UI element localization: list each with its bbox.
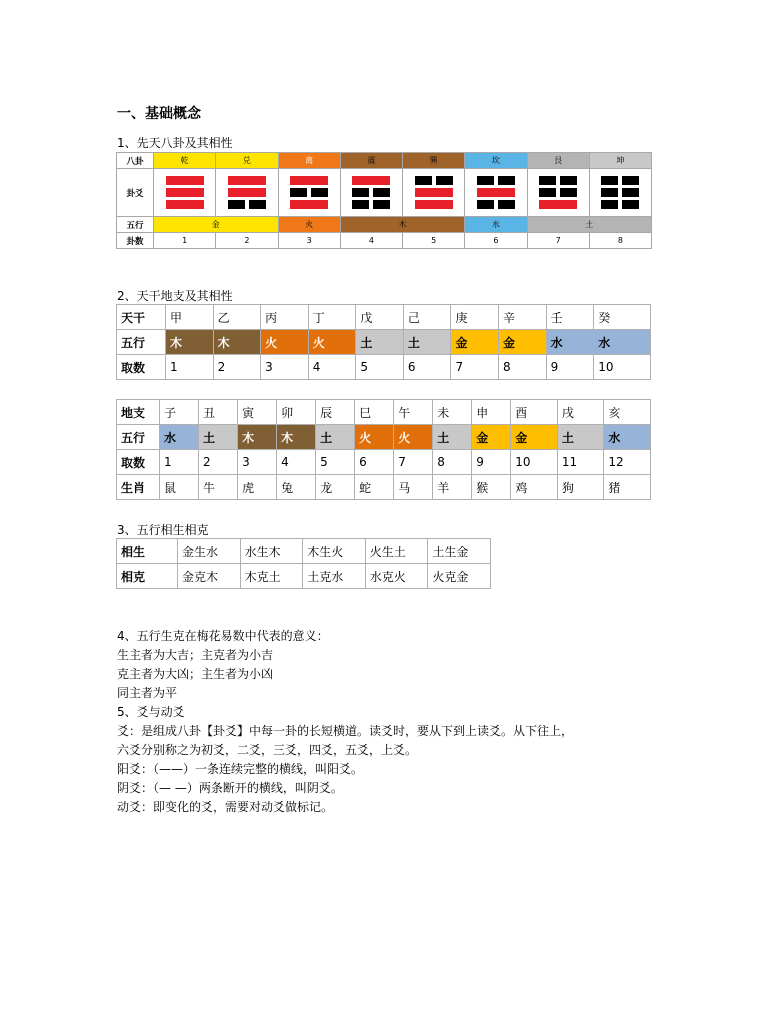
yang-line xyxy=(477,188,515,197)
dizhi-zodiac: 马 xyxy=(394,475,433,500)
trigram-name-2: 兑 xyxy=(216,153,278,169)
paragraph-line-9: 阴爻：（— —）两条断开的横线，叫阴爻。 xyxy=(117,781,343,795)
trigram-number-7: 7 xyxy=(527,233,589,249)
trigram-5-icon xyxy=(403,176,464,209)
dizhi-label-1: 五行 xyxy=(117,425,160,450)
tiangan-number: 3 xyxy=(261,355,309,380)
trigram-4-icon xyxy=(341,176,402,209)
trigram-number-8: 8 xyxy=(589,233,651,249)
yin-segment xyxy=(622,200,639,209)
shengke-label: 相生 xyxy=(117,539,178,564)
yang-segment xyxy=(166,176,204,185)
tiangan-element: 金 xyxy=(451,330,499,355)
bagua-number-row xyxy=(117,233,652,249)
tiangan-number: 9 xyxy=(546,355,594,380)
dizhi-element: 土 xyxy=(433,425,472,450)
dizhi-branch: 寅 xyxy=(238,400,277,425)
tiangan-stem: 己 xyxy=(403,305,451,330)
shengke-row-1 xyxy=(117,564,491,589)
trigram-number-3: 3 xyxy=(278,233,340,249)
dizhi-branch: 子 xyxy=(160,400,199,425)
dizhi-number: 11 xyxy=(557,450,604,475)
trigram-7-icon xyxy=(528,176,589,209)
tiangan-stem: 甲 xyxy=(166,305,214,330)
tiangan-number: 8 xyxy=(499,355,547,380)
yin-segment xyxy=(601,176,618,185)
dizhi-branch: 午 xyxy=(394,400,433,425)
yin-segment xyxy=(228,200,245,209)
yang-line xyxy=(228,176,266,185)
dizhi-number: 5 xyxy=(316,450,355,475)
yin-line xyxy=(415,176,453,185)
yang-line xyxy=(166,188,204,197)
tiangan-element: 木 xyxy=(213,330,261,355)
yang-line xyxy=(539,200,577,209)
shengke-row-0 xyxy=(117,539,491,564)
label-bagua: 八卦 xyxy=(117,153,154,169)
label-guashu: 卦数 xyxy=(117,233,154,249)
dizhi-branch: 辰 xyxy=(316,400,355,425)
shengke-item: 木生火 xyxy=(303,539,366,564)
shengke-label: 相克 xyxy=(117,564,178,589)
dizhi-zodiac: 猪 xyxy=(604,475,651,500)
tiangan-label-1: 五行 xyxy=(117,330,166,355)
dizhi-element: 金 xyxy=(472,425,511,450)
yang-segment xyxy=(290,200,328,209)
yin-segment xyxy=(415,176,432,185)
yang-line xyxy=(290,176,328,185)
section2-heading: 2、天干地支及其相性 xyxy=(117,289,233,303)
dizhi-zodiac: 兔 xyxy=(277,475,316,500)
tiangan-number: 10 xyxy=(594,355,651,380)
yin-segment xyxy=(373,200,390,209)
trigram-cell-2 xyxy=(216,169,278,217)
tiangan-element: 火 xyxy=(308,330,356,355)
dizhi-zodiac: 龙 xyxy=(316,475,355,500)
trigram-name-1: 乾 xyxy=(154,153,216,169)
dizhi-number: 1 xyxy=(160,450,199,475)
paragraph-line-10: 动爻：即变化的爻，需要对动爻做标记。 xyxy=(117,800,334,814)
dizhi-element: 水 xyxy=(604,425,651,450)
dizhi-number: 2 xyxy=(199,450,238,475)
yin-line xyxy=(601,200,639,209)
tiangan-table xyxy=(116,304,651,380)
trigram-number-4: 4 xyxy=(340,233,402,249)
dizhi-zodiac: 狗 xyxy=(557,475,604,500)
shengke-item: 火生土 xyxy=(365,539,428,564)
dizhi-element: 水 xyxy=(160,425,199,450)
tiangan-label-2: 取数 xyxy=(117,355,166,380)
trigram-cell-3 xyxy=(278,169,340,217)
dizhi-element: 火 xyxy=(355,425,394,450)
tiangan-number: 6 xyxy=(403,355,451,380)
dizhi-element: 木 xyxy=(277,425,316,450)
tiangan-stem: 丙 xyxy=(261,305,309,330)
dizhi-element: 金 xyxy=(511,425,558,450)
trigram-name-7: 艮 xyxy=(527,153,589,169)
trigram-cell-8 xyxy=(589,169,651,217)
yin-segment xyxy=(498,176,515,185)
yin-segment xyxy=(249,200,266,209)
tiangan-number: 7 xyxy=(451,355,499,380)
tiangan-number: 5 xyxy=(356,355,404,380)
shengke-item: 水克火 xyxy=(365,564,428,589)
tiangan-number: 2 xyxy=(213,355,261,380)
yang-segment xyxy=(477,188,515,197)
dizhi-element: 火 xyxy=(394,425,433,450)
dizhi-zodiac: 鼠 xyxy=(160,475,199,500)
tiangan-stem: 戊 xyxy=(356,305,404,330)
yin-segment xyxy=(352,188,369,197)
dizhi-element: 土 xyxy=(557,425,604,450)
shengke-item: 土生金 xyxy=(428,539,491,564)
yin-line xyxy=(539,188,577,197)
dizhi-number: 12 xyxy=(604,450,651,475)
trigram-element-1: 金 xyxy=(154,217,279,233)
yin-segment xyxy=(539,176,556,185)
yin-line xyxy=(601,188,639,197)
yin-line xyxy=(352,188,390,197)
yin-line xyxy=(352,200,390,209)
bagua-table xyxy=(116,152,652,249)
dizhi-branch: 未 xyxy=(433,400,472,425)
yin-line xyxy=(601,176,639,185)
yin-segment xyxy=(477,176,494,185)
trigram-cell-6 xyxy=(465,169,527,217)
tiangan-element: 火 xyxy=(261,330,309,355)
section1-heading: 1、先天八卦及其相性 xyxy=(117,136,233,150)
dizhi-branch: 戌 xyxy=(557,400,604,425)
dizhi-zodiac: 羊 xyxy=(433,475,472,500)
yang-line xyxy=(290,200,328,209)
dizhi-number-row xyxy=(117,450,651,475)
yang-line xyxy=(228,188,266,197)
dizhi-table xyxy=(116,399,651,500)
trigram-element-4: 水 xyxy=(465,217,527,233)
yang-segment xyxy=(290,176,328,185)
shengke-item: 金克木 xyxy=(178,564,241,589)
section3-heading: 3、五行相生相克 xyxy=(117,523,209,537)
dizhi-branch: 申 xyxy=(472,400,511,425)
trigram-number-2: 2 xyxy=(216,233,278,249)
tiangan-number: 1 xyxy=(166,355,214,380)
dizhi-zodiac: 蛇 xyxy=(355,475,394,500)
dizhi-branch: 亥 xyxy=(604,400,651,425)
dizhi-label-3: 生肖 xyxy=(117,475,160,500)
tiangan-element: 金 xyxy=(499,330,547,355)
trigram-cell-4 xyxy=(340,169,402,217)
tiangan-stem: 乙 xyxy=(213,305,261,330)
dizhi-number: 4 xyxy=(277,450,316,475)
yang-line xyxy=(166,176,204,185)
paragraph-line-8: 阳爻：（——）一条连续完整的横线，叫阳爻。 xyxy=(117,762,364,776)
label-guayao: 卦爻 xyxy=(117,169,154,217)
trigram-element-3: 木 xyxy=(340,217,465,233)
trigram-cell-5 xyxy=(403,169,465,217)
paragraph-line-1: 4、五行生克在梅花易数中代表的意义： xyxy=(117,629,329,643)
yin-segment xyxy=(311,188,328,197)
tiangan-stem: 辛 xyxy=(499,305,547,330)
tiangan-label-0: 天干 xyxy=(117,305,166,330)
tiangan-stem: 癸 xyxy=(594,305,651,330)
tiangan-element: 土 xyxy=(403,330,451,355)
page-title: 一、基础概念 xyxy=(117,106,201,122)
yin-segment xyxy=(352,200,369,209)
trigram-number-5: 5 xyxy=(403,233,465,249)
yin-line xyxy=(228,200,266,209)
dizhi-zodiac: 虎 xyxy=(238,475,277,500)
yang-segment xyxy=(228,176,266,185)
label-wuxing: 五行 xyxy=(117,217,154,233)
dizhi-number: 10 xyxy=(511,450,558,475)
trigram-number-1: 1 xyxy=(154,233,216,249)
tiangan-stem: 壬 xyxy=(546,305,594,330)
dizhi-label-2: 取数 xyxy=(117,450,160,475)
yin-segment xyxy=(477,200,494,209)
yin-line xyxy=(539,176,577,185)
yang-segment xyxy=(415,188,453,197)
shengke-item: 金生水 xyxy=(178,539,241,564)
tiangan-number-row xyxy=(117,355,651,380)
yin-line xyxy=(477,200,515,209)
dizhi-number: 3 xyxy=(238,450,277,475)
yang-line xyxy=(415,200,453,209)
trigram-8-icon xyxy=(590,176,651,209)
dizhi-element: 土 xyxy=(316,425,355,450)
trigram-element-5: 土 xyxy=(527,217,652,233)
dizhi-branch: 酉 xyxy=(511,400,558,425)
paragraph-line-2: 生主者为大吉；主克者为小吉 xyxy=(117,648,274,662)
trigram-cell-1 xyxy=(154,169,216,217)
shengke-item: 土克水 xyxy=(303,564,366,589)
yin-segment xyxy=(373,188,390,197)
yang-segment xyxy=(415,200,453,209)
yang-line xyxy=(166,200,204,209)
paragraph-line-3: 克主者为大凶；主生者为小凶 xyxy=(117,667,274,681)
trigram-number-6: 6 xyxy=(465,233,527,249)
yin-segment xyxy=(622,188,639,197)
bagua-hex-row xyxy=(117,169,652,217)
dizhi-branch: 丑 xyxy=(199,400,238,425)
yin-segment xyxy=(622,176,639,185)
trigram-2-icon xyxy=(216,176,277,209)
yin-line xyxy=(477,176,515,185)
shengke-table xyxy=(116,538,491,589)
explanation-paragraphs xyxy=(117,627,573,817)
tiangan-element: 水 xyxy=(546,330,594,355)
dizhi-element-row xyxy=(117,425,651,450)
paragraph-line-4: 同主者为平 xyxy=(117,686,178,700)
tiangan-element-row xyxy=(117,330,651,355)
yang-segment xyxy=(352,176,390,185)
yin-segment xyxy=(498,200,515,209)
dizhi-number: 6 xyxy=(355,450,394,475)
trigram-element-2: 火 xyxy=(278,217,340,233)
tiangan-element: 木 xyxy=(166,330,214,355)
dizhi-zodiac: 猴 xyxy=(472,475,511,500)
trigram-6-icon xyxy=(465,176,526,209)
yin-segment xyxy=(436,176,453,185)
trigram-name-3: 离 xyxy=(278,153,340,169)
tiangan-number: 4 xyxy=(308,355,356,380)
bagua-name-row xyxy=(117,153,652,169)
dizhi-number: 9 xyxy=(472,450,511,475)
yin-segment xyxy=(560,188,577,197)
trigram-name-6: 坎 xyxy=(465,153,527,169)
trigram-name-5: 巽 xyxy=(403,153,465,169)
yang-line xyxy=(415,188,453,197)
trigram-3-icon xyxy=(279,176,340,209)
paragraph-line-6: 爻：是组成八卦【卦爻】中每一卦的长短横道。读爻时，要从下到上读爻。从下往上， xyxy=(117,724,574,738)
yang-segment xyxy=(166,188,204,197)
dizhi-branch: 巳 xyxy=(355,400,394,425)
tiangan-element: 土 xyxy=(356,330,404,355)
yang-line xyxy=(352,176,390,185)
paragraph-line-7: 六爻分别称之为初爻，二爻，三爻，四爻，五爻，上爻。 xyxy=(117,743,418,757)
yin-segment xyxy=(290,188,307,197)
dizhi-zodiac: 鸡 xyxy=(511,475,558,500)
trigram-cell-7 xyxy=(527,169,589,217)
shengke-item: 火克金 xyxy=(428,564,491,589)
shengke-item: 水生木 xyxy=(240,539,303,564)
paragraph-line-5: 5、爻与动爻 xyxy=(117,705,185,719)
dizhi-number: 8 xyxy=(433,450,472,475)
dizhi-element: 木 xyxy=(238,425,277,450)
trigram-name-8: 坤 xyxy=(589,153,651,169)
shengke-item: 木克土 xyxy=(240,564,303,589)
yin-line xyxy=(290,188,328,197)
bagua-wuxing-row xyxy=(117,217,652,233)
dizhi-branch: 卯 xyxy=(277,400,316,425)
tiangan-element: 水 xyxy=(594,330,651,355)
tiangan-stem: 丁 xyxy=(308,305,356,330)
tiangan-stem-row xyxy=(117,305,651,330)
dizhi-label-0: 地支 xyxy=(117,400,160,425)
yin-segment xyxy=(560,176,577,185)
dizhi-branch-row xyxy=(117,400,651,425)
yin-segment xyxy=(601,200,618,209)
yang-segment xyxy=(166,200,204,209)
dizhi-number: 7 xyxy=(394,450,433,475)
trigram-name-4: 震 xyxy=(340,153,402,169)
dizhi-zodiac: 牛 xyxy=(199,475,238,500)
yin-segment xyxy=(601,188,618,197)
yang-segment xyxy=(228,188,266,197)
dizhi-element: 土 xyxy=(199,425,238,450)
tiangan-stem: 庚 xyxy=(451,305,499,330)
yang-segment xyxy=(539,200,577,209)
dizhi-zodiac-row xyxy=(117,475,651,500)
trigram-1-icon xyxy=(154,176,215,209)
yin-segment xyxy=(539,188,556,197)
